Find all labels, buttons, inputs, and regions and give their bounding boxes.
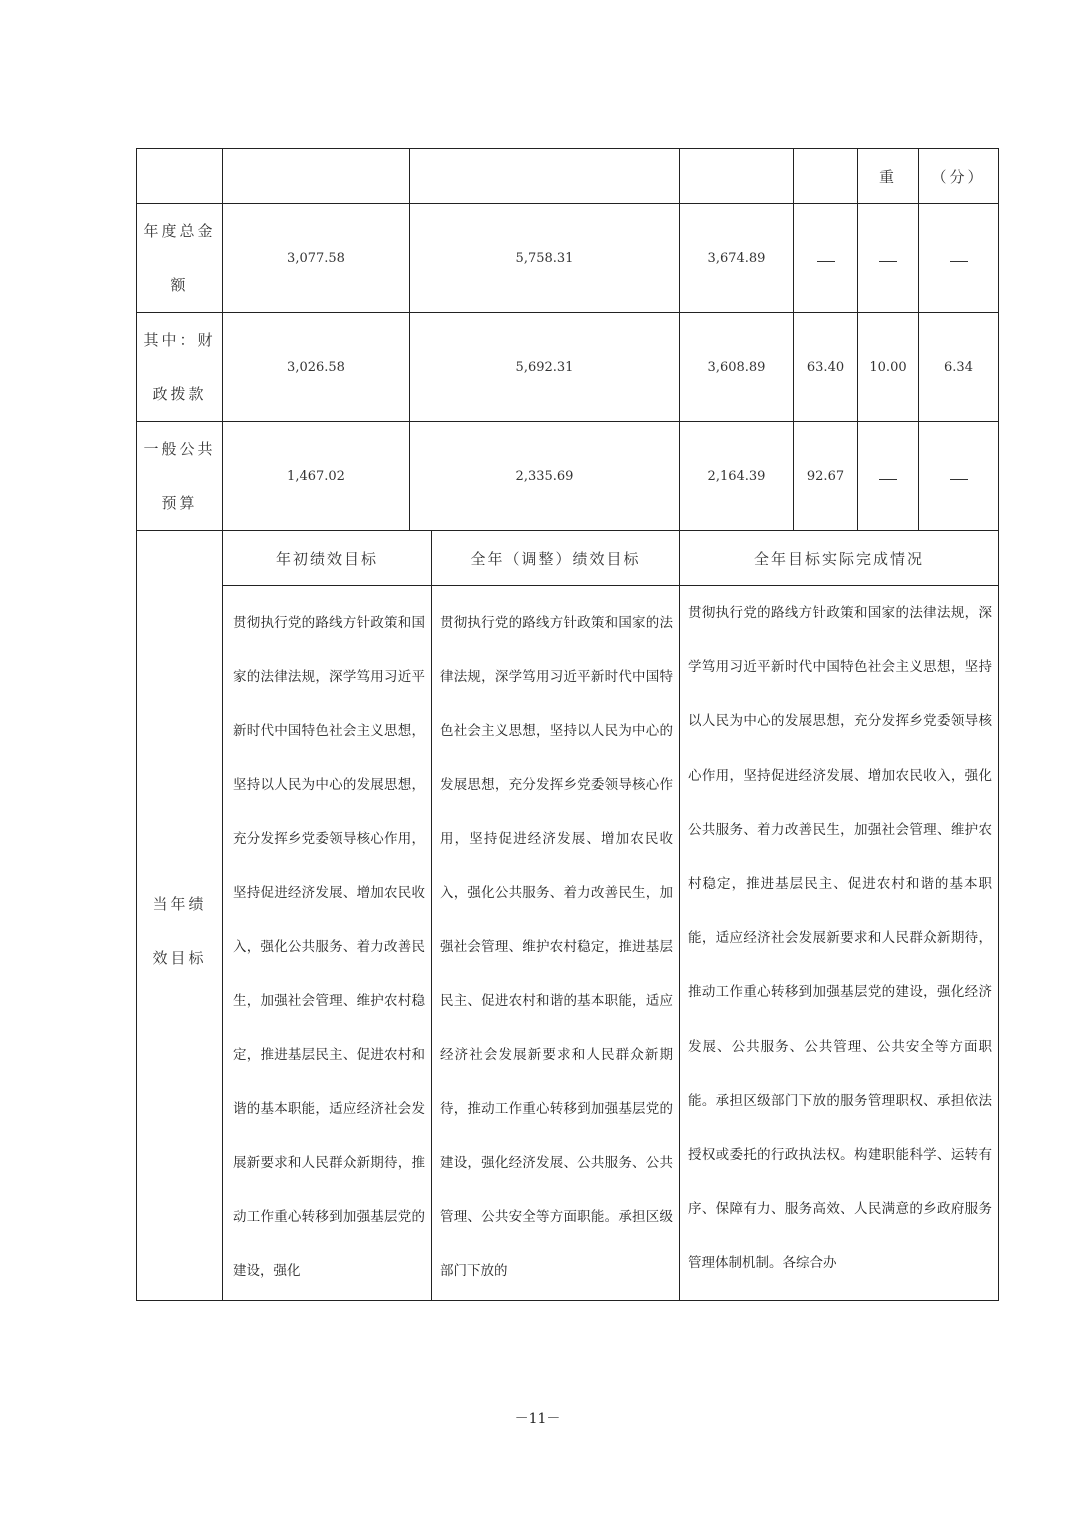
dash-mark [879,261,897,262]
dash-mark [879,479,897,480]
header-score: （分） [919,149,999,204]
cell-actual-fiscal: 3,608.89 [680,313,794,422]
header-cell-adjusted [410,149,680,204]
table-row-fiscal [137,313,999,422]
cell-weight-fiscal: 10.00 [858,313,919,422]
cell-initial-fiscal: 3,026.58 [223,313,410,422]
goals-label-text: 当年绩效目标 [152,894,207,967]
goals-text-actual-content: 贯彻执行党的路线方针政策和国家的法律法规，深学笃用习近平新时代中国特色社会主义思想，坚持以人民为中心的发展思想，充分发挥乡党委领导核心作用，坚持促进经济发展、增加农民收入，强化公共服务、着力改善民生，加强社会管理、维护农村稳定，推进基层民主、促进农村和谐的基本职能，适应经济社会发展新要求和人民群众新期待，推动工作重心转移到加强基层党的建设，强化经济发展、公共服务、公共管理、公共安全等方面职能。承担区级部门下放的服务管理职权、承担依法授权或委托的行政执法权。构建职能科学、运转有序、保障有力、服务高效、人民满意的乡政府服务管理体制机制。各综合办 [688,605,992,1272]
cell-actual-total: 3,674.89 [680,204,794,313]
goals-text-adjusted [432,586,680,1301]
goals-text-adjusted-content: 贯彻执行党的路线方针政策和国家的法律法规，深学笃用习近平新时代中国特色社会主义思想，坚持以人民为中心的发展思想，充分发挥乡党委领导核心作用，坚持促进经济发展、增加农民收入，强化公共服务、着力改善民生，加强社会管理、维护农村稳定，推进基层民主、促进农村和谐的基本职能，适应经济社会发展新要求和人民群众新期待，推动工作重心转移到加强基层党的建设，强化经济发展、公共服务、公共管理、公共安全等方面职能。承担区级部门下放的 [440,615,673,1279]
cell-initial-general-budget: 1,467.02 [223,422,410,531]
header-row [137,149,999,204]
goals-text-initial [223,586,432,1301]
goals-text-actual [680,586,999,1301]
header-cell-actual [680,149,794,204]
goals-text-initial-content: 贯彻执行党的路线方针政策和国家的法律法规，深学笃用习近平新时代中国特色社会主义思想，坚持以人民为中心的发展思想，充分发挥乡党委领导核心作用，坚持促进经济发展、增加农民收入，强化公共服务、着力改善民生，加强社会管理、维护农村稳定，推进基层民主、促进农村和谐的基本职能，适应经济社会发展新要求和人民群众新期待，推动工作重心转移到加强基层党的建设，强化 [233,615,425,1279]
header-cell-label [137,149,223,204]
cell-adjusted-fiscal: 5,692.31 [410,313,680,422]
goals-label [137,531,223,1301]
row-label-total: 年度总金额 [137,204,223,313]
cell-rate-general-budget: 92.67 [794,422,858,531]
table-row-general-budget [137,422,999,531]
cell-score-total [919,204,999,313]
header-cell-initial [223,149,410,204]
row-label-general-budget: 一般公共预算 [137,422,223,531]
cell-rate-total [794,204,858,313]
performance-table [136,148,999,1301]
cell-score-fiscal: 6.34 [919,313,999,422]
goals-header-row [137,531,999,586]
goals-col-actual: 全年目标实际完成情况 [680,531,999,586]
cell-weight-total [858,204,919,313]
goals-col-initial: 年初绩效目标 [223,531,432,586]
cell-rate-fiscal: 63.40 [794,313,858,422]
header-weight: 重 [858,149,919,204]
cell-adjusted-general-budget: 2,335.69 [410,422,680,531]
row-label-fiscal: 其中：财政拨款 [137,313,223,422]
dash-mark [817,261,835,262]
cell-actual-general-budget: 2,164.39 [680,422,794,531]
cell-score-general-budget [919,422,999,531]
dash-mark [950,479,968,480]
goals-body-row [137,586,999,1301]
dash-mark [950,261,968,262]
page-number: －11－ [514,1411,561,1427]
cell-adjusted-total: 5,758.31 [410,204,680,313]
cell-weight-general-budget [858,422,919,531]
table-row-total [137,204,999,313]
goals-col-adjusted: 全年（调整）绩效目标 [432,531,680,586]
cell-initial-total: 3,077.58 [223,204,410,313]
header-cell-rate [794,149,858,204]
